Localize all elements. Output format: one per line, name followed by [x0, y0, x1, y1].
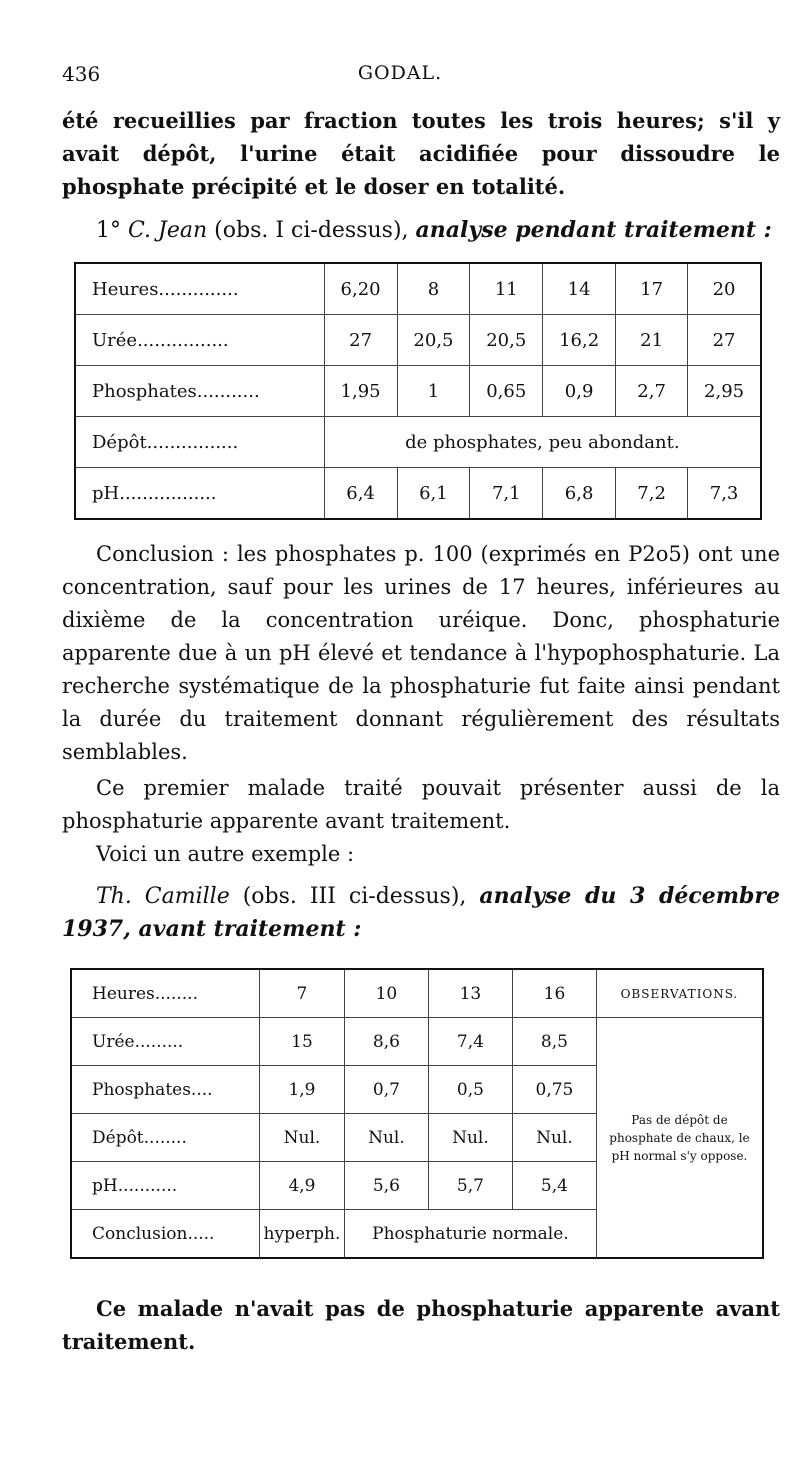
table-cell: 8,6	[344, 1018, 428, 1066]
table-cell: 4,9	[260, 1162, 345, 1210]
table-cell: 7	[260, 969, 345, 1018]
table-cell: Nul.	[344, 1114, 428, 1162]
paragraph: Voici un autre exemple :	[96, 842, 355, 866]
table-cell: 7,2	[616, 468, 688, 520]
table-cell: 5,4	[512, 1162, 596, 1210]
table-cell: 7,4	[428, 1018, 512, 1066]
table-cell: 6,20	[324, 263, 397, 315]
table-cell: 8	[397, 263, 470, 315]
paragraph: Ce premier malade traité pouvait présenter aussi de la phosphaturie apparente avant traitement.	[62, 776, 780, 833]
section1-ref: (obs. I ci-dessus),	[207, 218, 416, 243]
table-cell: 27	[324, 315, 397, 366]
table-cell: 0,9	[543, 366, 616, 417]
row-label-uree: Urée................	[75, 315, 324, 366]
table-cell: 1,95	[324, 366, 397, 417]
table-cell-depot: de phosphates, peu abondant.	[324, 417, 761, 468]
row-label-depot: Dépôt........	[71, 1114, 260, 1162]
intro-paragraph: été recueillies par fraction toutes les trois heures; s'il y avait dépôt, l'urine était acidifiée pour dissoudre le phosphate précipité et le doser en totalité.	[62, 108, 780, 199]
table-cell: 7,3	[688, 468, 761, 520]
table-cell: 5,6	[344, 1162, 428, 1210]
observations-header: OBSERVATIONS.	[596, 969, 763, 1018]
table-cell: 20	[688, 263, 761, 315]
table-cell: Phosphaturie normale.	[344, 1210, 596, 1259]
section2-desc: analyse du 3 décembre 1937, avant traitement :	[62, 883, 780, 942]
table-cell: 0,75	[512, 1066, 596, 1114]
table-cell: 6,1	[397, 468, 470, 520]
observations-text: Pas de dépôt de phosphate de chaux, le pH normal s'y oppose.	[596, 1018, 763, 1259]
section1-name: C. Jean	[128, 218, 208, 243]
table-cell: 7,1	[470, 468, 543, 520]
table-cell: 2,7	[616, 366, 688, 417]
table-urine-analysis-1	[74, 262, 762, 520]
table-row	[75, 366, 761, 417]
table-cell: 20,5	[470, 315, 543, 366]
section1-desc: analyse pendant traitement :	[415, 217, 772, 243]
section1-heading	[62, 214, 780, 247]
table-cell: 8,5	[512, 1018, 596, 1066]
table-cell: 11	[470, 263, 543, 315]
table-cell: 17	[616, 263, 688, 315]
table-urine-analysis-2	[70, 968, 764, 1259]
table-cell: 1,9	[260, 1066, 345, 1114]
conclusion-paragraph: Conclusion : les phosphates p. 100 (exprimés en P2o5) ont une concentration, sauf pour les urines de 17 heures, inférieures au dixième de la concentration uréique. Donc, phosphaturie apparente due à un pH élevé et tendance à l'hypophosphaturie. La recherche systématique de la phosphaturie fut faite ainsi pendant la durée du traitement donnant régulièrement des résultats semblables.	[62, 542, 780, 764]
table-cell: 13	[428, 969, 512, 1018]
table-cell: 14	[543, 263, 616, 315]
table-cell: 1	[397, 366, 470, 417]
table-cell: 2,95	[688, 366, 761, 417]
table-cell: Nul.	[428, 1114, 512, 1162]
section2-ref: (obs. III ci-dessus),	[229, 884, 480, 909]
table-cell: 15	[260, 1018, 345, 1066]
table-row	[75, 315, 761, 366]
table-cell: 10	[344, 969, 428, 1018]
table-cell: 20,5	[397, 315, 470, 366]
row-label-uree: Urée.........	[71, 1018, 260, 1066]
section2-name: Th. Camille	[96, 884, 230, 909]
row-label-phosphates: Phosphates...........	[75, 366, 324, 417]
table-cell: 16	[512, 969, 596, 1018]
section2-heading	[62, 880, 780, 946]
row-label-ph: pH...........	[71, 1162, 260, 1210]
table-cell: 0,7	[344, 1066, 428, 1114]
table-cell: 5,7	[428, 1162, 512, 1210]
table-row	[71, 1018, 763, 1066]
table-cell: hyperph.	[260, 1210, 345, 1259]
row-label-phosphates: Phosphates....	[71, 1066, 260, 1114]
table-cell: 6,4	[324, 468, 397, 520]
row-label-heures: Heures..............	[92, 278, 239, 300]
section1-number: 1°	[96, 218, 128, 243]
table-cell: Nul.	[260, 1114, 345, 1162]
running-title: GODAL.	[357, 62, 443, 84]
row-label-conclusion: Conclusion.....	[71, 1210, 260, 1259]
final-paragraph: Ce malade n'avait pas de phosphaturie apparente avant traitement.	[62, 1296, 780, 1354]
table-cell: 16,2	[543, 315, 616, 366]
table-row	[75, 417, 761, 468]
row-label-heures: Heures........	[92, 983, 198, 1004]
table-cell: 6,8	[543, 468, 616, 520]
row-label-ph: pH.................	[75, 468, 324, 520]
table-row	[71, 969, 763, 1018]
table-row	[75, 468, 761, 520]
table-cell: 0,65	[470, 366, 543, 417]
table-row	[75, 263, 761, 315]
table-cell: 27	[688, 315, 761, 366]
row-label-depot: Dépôt................	[75, 417, 324, 468]
table-cell: Nul.	[512, 1114, 596, 1162]
table-cell: 21	[616, 315, 688, 366]
page-number: 436	[62, 62, 101, 86]
table-cell: 0,5	[428, 1066, 512, 1114]
